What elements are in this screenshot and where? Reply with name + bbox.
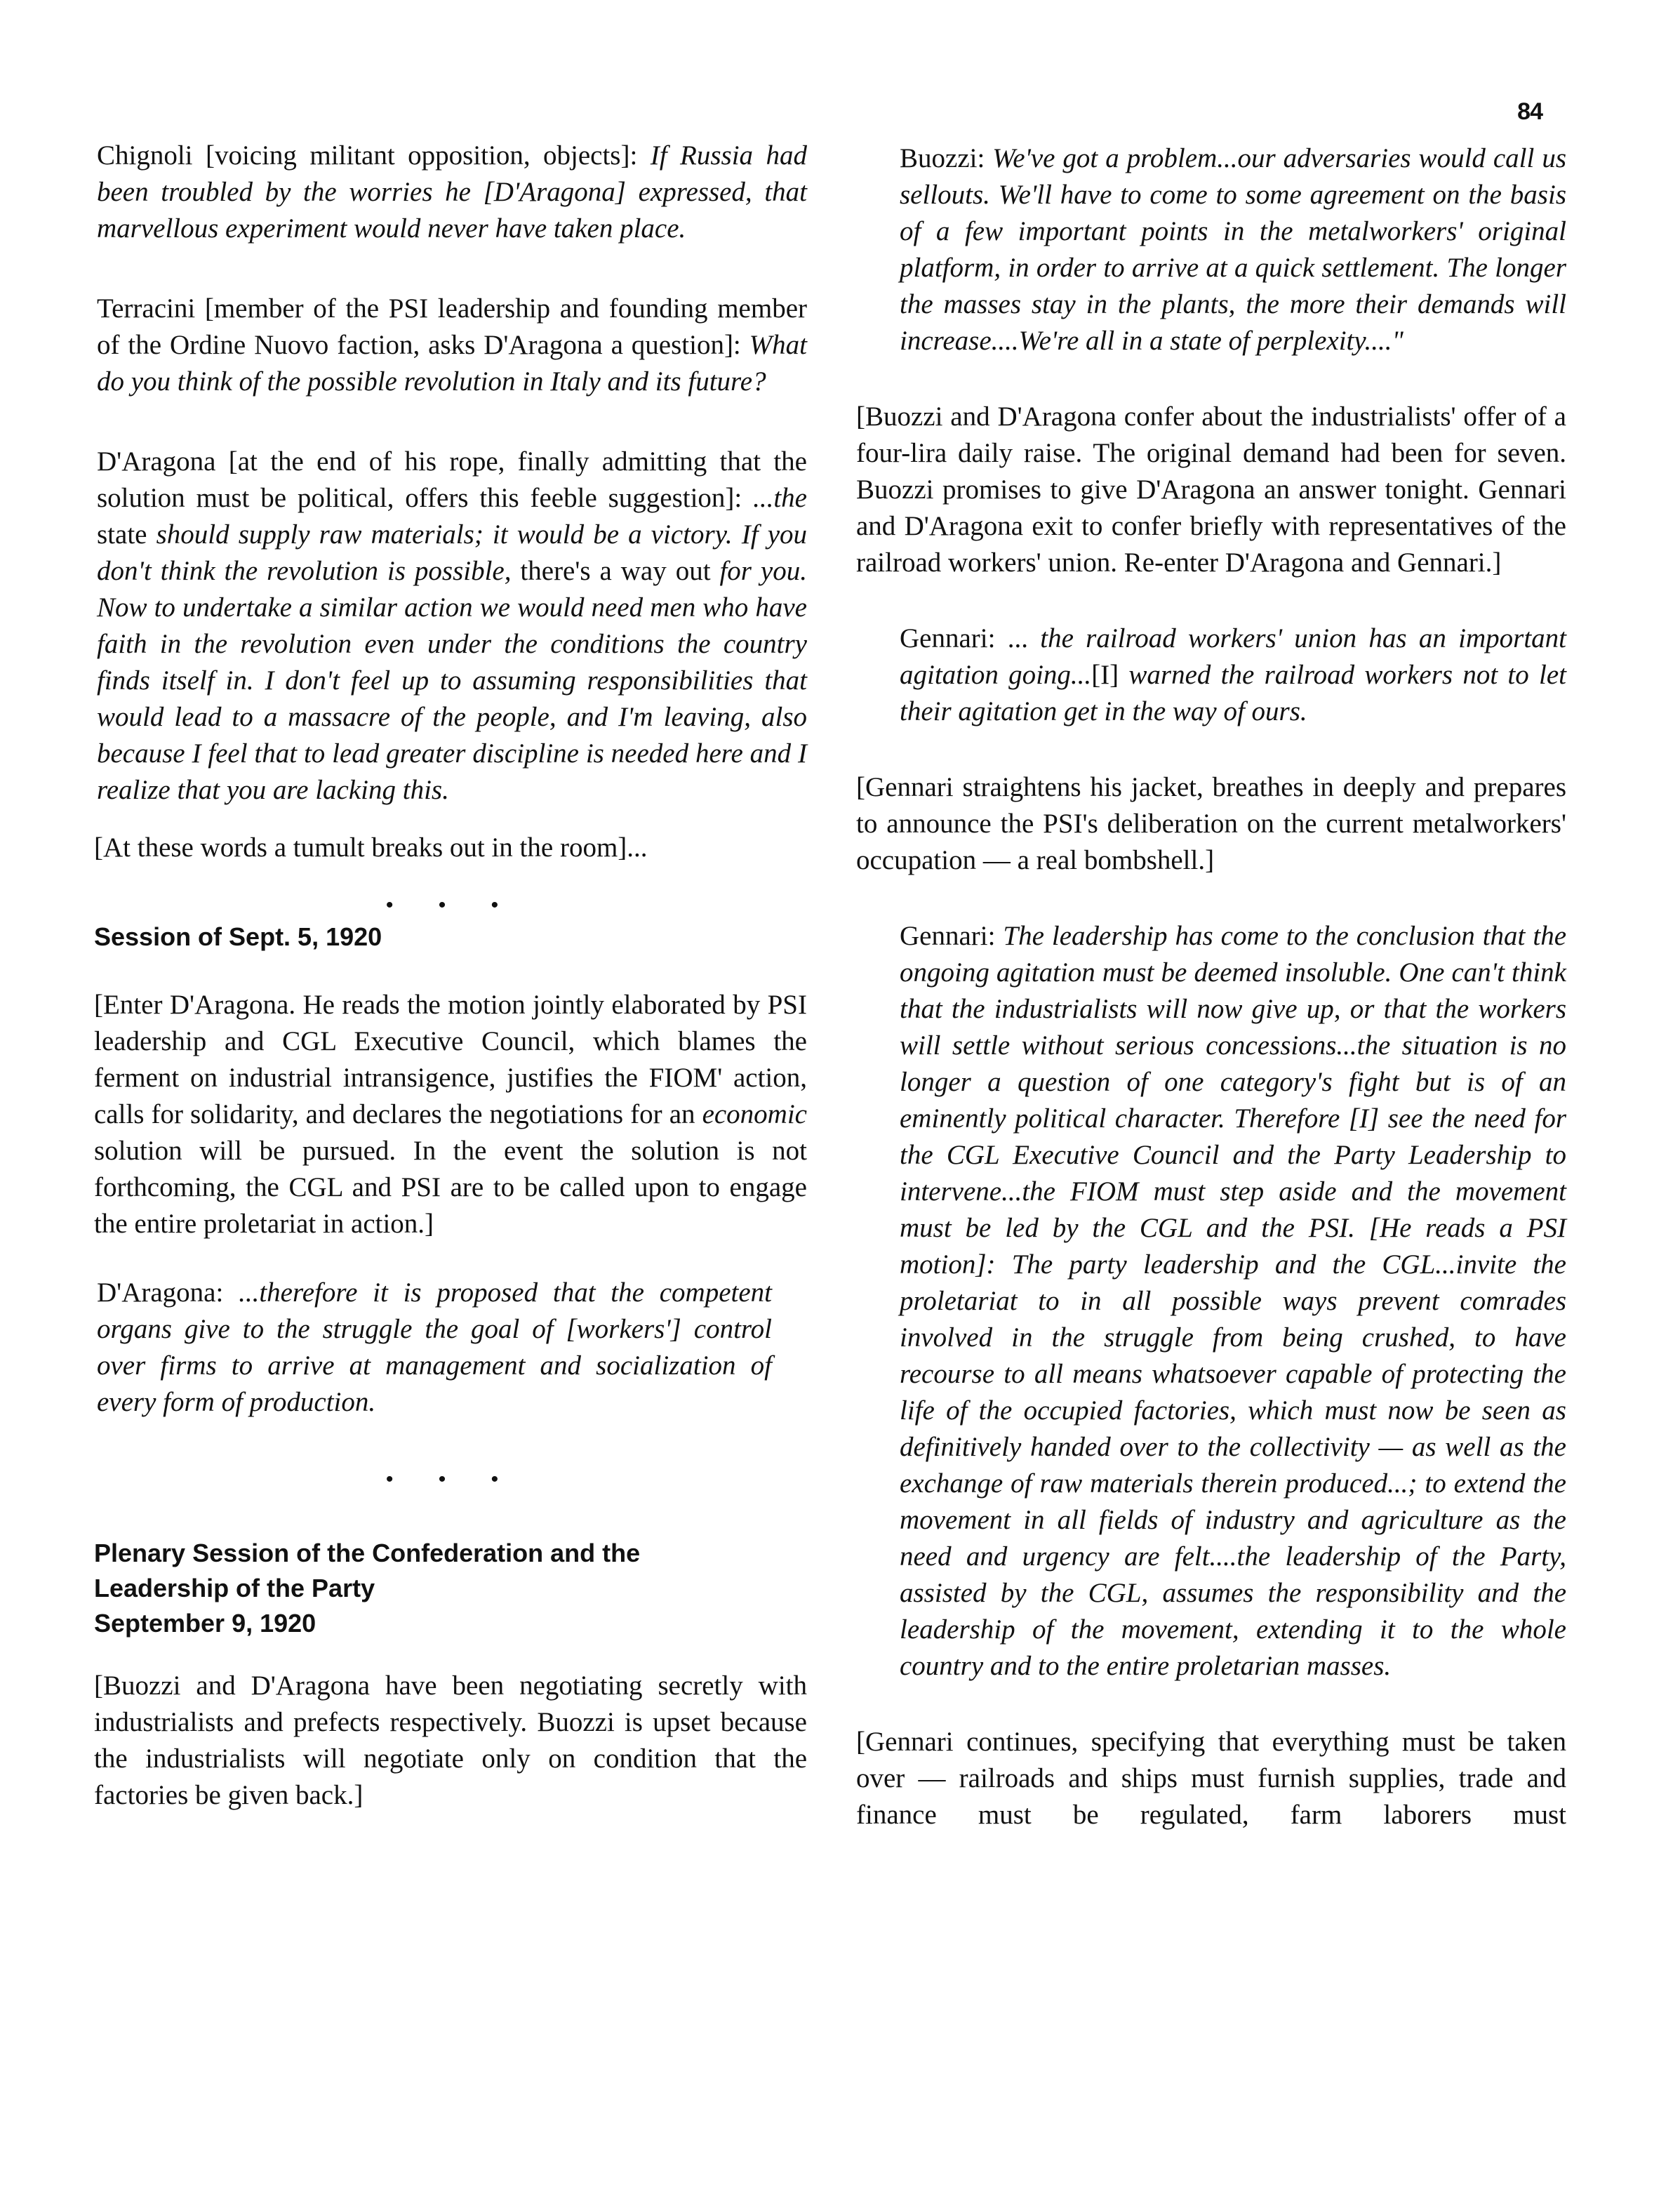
speaker-terracini: Terracini [member of the PSI leadership and founding member of the Ordine Nuovo faction, asks D'Aragona a question]:: [97, 293, 807, 360]
daragona-speech-1: [97, 444, 807, 809]
section-separator: • • •: [385, 1468, 519, 1491]
speech-text: ...therefore it is proposed that the competent organs give to the struggle the goal of [workers'] control over firms to arrive at management and socialization of every form of production.: [97, 1277, 772, 1417]
daragona-speech-2: [97, 1275, 772, 1421]
speech-text: should supply raw materials; it would be a victory. If you don't think the revolution is possible,: [97, 519, 808, 586]
speech-plain: state: [97, 519, 156, 550]
tumult-stage-direction: [At these words a tumult breaks out in the room]...: [94, 832, 648, 863]
left-column: [94, 138, 808, 1814]
speaker-daragona: D'Aragona [at the end of his rope, finally admitting that the solution must be political, offers this feeble suggestion]:: [97, 446, 807, 513]
heading-line: Plenary Session of the Confederation and the: [94, 1539, 641, 1567]
speech-text: for you. Now to undertake a similar action we would need men who have faith in the revolution even under the conditions the country finds itself in. I don't feel up to assuming responsibilities that would lead to a massacre of the people, and I'm leaving, also because I feel that to lead greater discipline is needed here and I realize that you are lacking this.: [97, 556, 807, 805]
heading-line: September 9, 1920: [94, 1609, 316, 1638]
chignoli-speech: [97, 138, 807, 247]
speech-text: If Russia had been troubled by the worries he [D'Aragona] expressed, that marvellous experiment would never have taken place.: [97, 140, 807, 244]
speech-text: the railroad workers' union has an important agitation going...: [900, 623, 1566, 690]
stage-text-italic: economic: [702, 1099, 807, 1129]
stage-text: solution will be pursued. In the event the solution is not forthcoming, the CGL and PSI are to be called upon to engage the entire proletariat in action.]: [94, 1136, 807, 1239]
terracini-speech: [97, 291, 807, 400]
speaker-chignoli: Chignoli [voicing militant opposition, objects]:: [97, 140, 651, 171]
section-heading-plenary: [94, 1536, 807, 1641]
speech-text: ...the: [753, 483, 807, 513]
speech-plain: [I]: [1091, 660, 1119, 690]
speech-text: What do you think of the possible revolution in Italy and its future?: [97, 330, 807, 397]
speech-text: We've got a problem...our adversaries would call us sellouts. We'll have to come to some agreement on the basis of a few important points in the metalworkers' original platform, in order to arrive at a quick settlement. The longer the masses stay in the plants, the more their demands will increase....We're all in a state of perplexity....": [900, 143, 1566, 356]
heading-line: Leadership of the Party: [94, 1574, 375, 1602]
speaker-buozzi: Buozzi:: [900, 143, 993, 173]
speech-text: warned the railroad workers not to let their agitation get in the way of ours.: [900, 660, 1566, 726]
section-separator: • • •: [385, 894, 519, 917]
gennari-speech-1: [900, 620, 1566, 730]
speaker-daragona: D'Aragona:: [97, 1277, 239, 1308]
stage-text: [Enter D'Aragona. He reads the motion jointly elaborated by PSI leadership and CGL Executive Council, which blames the ferment on industrial intransigence, justifies the FIOM' action, calls for solidarity, and declares the negotiations for an: [94, 990, 807, 1129]
buozzi-negotiating-stage-direction: [Buozzi and D'Aragona have been negotiating secretly with industrialists and prefects respectively. Buozzi is upset because the industrialists will negotiate only on condition that the factories be given back.]: [94, 1671, 807, 1810]
section-heading-sept-5: Session of Sept. 5, 1920: [94, 922, 382, 951]
confer-stage-direction: [Buozzi and D'Aragona confer about the industrialists' offer of a four-lira daily raise. The original demand had been for seven. Buozzi promises to give D'Aragona an answer tonight. Gennari and D'Aragona exit to confer briefly with representatives of the railroad workers' union. Re-enter D'Aragona and Gennari.]: [856, 401, 1566, 578]
gennari-continues-stage-direction: [Gennari continues, specifying that everything must be taken over — railroads and ships must furnish supplies, trade and finance must be regulated, farm laborers must: [856, 1727, 1566, 1830]
speaker-gennari: Gennari: ...: [900, 623, 1041, 653]
right-column: [856, 140, 1567, 1833]
enter-daragona-stage-direction: [94, 987, 807, 1242]
buozzi-speech: [900, 140, 1566, 359]
gennari-speech-2: [900, 918, 1566, 1685]
jacket-stage-direction: [Gennari straightens his jacket, breathes in deeply and prepares to announce the PSI's deliberation on the current metalworkers' occupation — a real bombshell.]: [856, 772, 1566, 875]
page-number: 84: [1517, 98, 1542, 125]
speech-text: The leadership has come to the conclusion that the ongoing agitation must be deemed insoluble. One can't think that the industrialists will now give up, or that the workers will settle without serious concessions...the situation is no longer a question of one category's fight but is of an eminently political character. Therefore [I] see the need for the CGL Executive Council and the Party Leadership to intervene...the FIOM must step aside and the movement must be led by the CGL and the PSI. [He reads a PSI motion]: The party leadership and the CGL...invite the proletariat to in all possible ways prevent comrades involved in the struggle from being crushed, to have recourse to all means whatsoever capable of protecting the life of the occupied factories, which must now be seen as definitively handed over to the collectivity — as well as the exchange of raw materials therein produced...; to extend the movement in all fields of industry and agriculture as the need and urgency are felt....the leadership of the Party, assisted by the CGL, assumes the responsibility and the leadership of the movement, extending it to the whole country and to the entire proletarian masses.: [900, 921, 1567, 1681]
speech-plain: there's a way out: [511, 556, 720, 586]
speaker-gennari: Gennari:: [900, 921, 1004, 951]
